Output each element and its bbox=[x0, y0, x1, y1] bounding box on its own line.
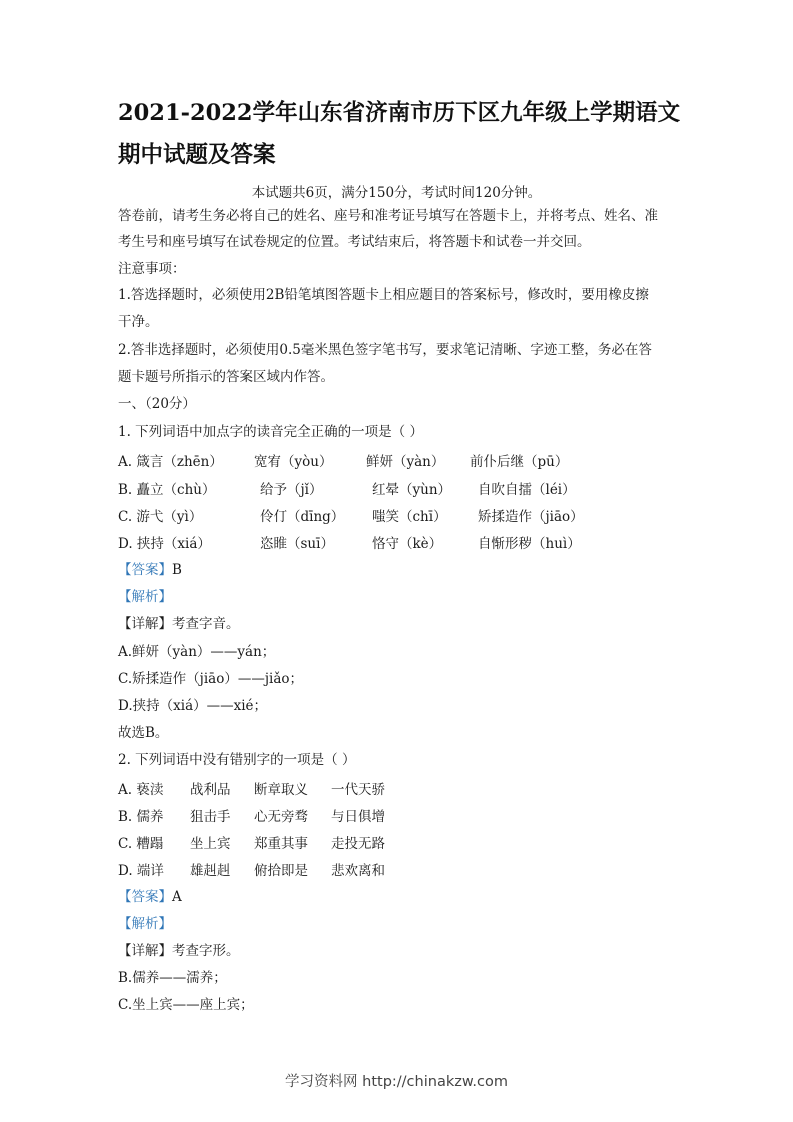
answer-value: A bbox=[172, 889, 182, 905]
q1-option-d-2: 恣睢（suī） bbox=[260, 536, 334, 552]
q1-explanation-1: A.鲜妍（yàn）——yán； bbox=[118, 644, 276, 660]
q2-option-b-1: B. 儒养 bbox=[118, 809, 164, 825]
q1-option-a-3: 鲜妍（yàn） bbox=[366, 454, 445, 470]
instruction-line-1: 答卷前，请考生务必将自己的姓名、座号和准考证号填写在答题卡上，并将考点、姓名、准 bbox=[118, 208, 658, 224]
answer-value: B bbox=[172, 562, 182, 578]
q1-explanation-2: C.矫揉造作（jiāo）——jiǎo； bbox=[118, 671, 303, 687]
q2-option-b-2: 狙击手 bbox=[190, 809, 231, 825]
question-1-stem: 1. 下列词语中加点字的读音完全正确的一项是（ ） bbox=[118, 424, 423, 440]
q1-option-a-4: 前仆后继（pū） bbox=[470, 454, 569, 470]
q1-analysis-label: 【解析】 bbox=[118, 589, 172, 605]
q2-analysis-label: 【解析】 bbox=[118, 916, 172, 932]
q1-option-b-4: 自吹自擂（léi） bbox=[478, 482, 576, 498]
q2-option-c-1: C. 糟蹋 bbox=[118, 836, 164, 852]
q2-option-b-4: 与日俱增 bbox=[331, 809, 385, 825]
q1-option-d-3: 恪守（kè） bbox=[372, 536, 443, 552]
notes-title: 注意事项： bbox=[118, 261, 186, 277]
note-1-line-1: 1.答选择题时，必须使用2B铅笔填图答题卡上相应题目的答案标号，修改时，要用橡皮擦 bbox=[118, 287, 649, 303]
footer-watermark: 学习资料网 http://chinakzw.com bbox=[285, 1074, 508, 1090]
q1-option-b-2: 给予（jǐ） bbox=[260, 482, 323, 498]
note-2-line-2: 题卡题号所指示的答案区域内作答。 bbox=[118, 369, 334, 385]
q1-conclusion: 故选B。 bbox=[118, 725, 169, 741]
q1-option-b-3: 红晕（yùn） bbox=[372, 482, 452, 498]
q1-option-b-1: B. 矗立（chù） bbox=[118, 482, 216, 498]
q2-option-c-3: 郑重其事 bbox=[254, 836, 308, 852]
document-title: 2021-2022学年山东省济南市历下区九年级上学期语文期中试题及答案 bbox=[118, 100, 681, 168]
note-2-line-1: 2.答非选择题时，必须使用0.5毫米黑色签字笔书写，要求笔记清晰、字迹工整，务必在答 bbox=[118, 342, 652, 358]
question-2-stem: 2. 下列词语中没有错别字的一项是（ ） bbox=[118, 752, 356, 768]
instruction-line-2: 考生号和座号填写在试卷规定的位置。考试结束后，将答题卡和试卷一并交回。 bbox=[118, 234, 591, 250]
q2-option-d-3: 俯拾即是 bbox=[254, 863, 308, 879]
q2-option-a-3: 断章取义 bbox=[254, 782, 308, 798]
q2-option-d-4: 悲欢离和 bbox=[331, 863, 385, 879]
q1-explanation-3: D.挟持（xiá）——xié； bbox=[118, 698, 268, 714]
q2-option-c-4: 走投无路 bbox=[331, 836, 385, 852]
q2-detail: 【详解】考查字形。 bbox=[118, 943, 240, 959]
q1-detail: 【详解】考查字音。 bbox=[118, 616, 240, 632]
q2-answer bbox=[118, 887, 182, 907]
q2-option-a-4: 一代天骄 bbox=[331, 782, 385, 798]
q2-option-a-2: 战利品 bbox=[190, 782, 231, 798]
q1-option-d-4: 自惭形秽（huì） bbox=[478, 536, 581, 552]
q1-option-a-1: A. 箴言（zhēn） bbox=[118, 454, 223, 470]
q1-option-d-1: D. 挟持（xiá） bbox=[118, 536, 211, 552]
q2-option-d-2: 雄赳赳 bbox=[190, 863, 231, 879]
q1-option-c-2: 伶仃（dīng） bbox=[260, 509, 345, 525]
q1-option-a-2: 宽宥（yòu） bbox=[254, 454, 333, 470]
section-heading: 一、（20分） bbox=[118, 396, 196, 412]
intro-line: 本试题共6页，满分150分，考试时间120分钟。 bbox=[251, 185, 542, 201]
note-1-line-2: 干净。 bbox=[118, 314, 159, 330]
q2-explanation-1: B.儒养——濡养； bbox=[118, 970, 227, 986]
q1-option-c-3: 嗤笑（chī） bbox=[372, 509, 447, 525]
q2-explanation-2: C.坐上宾——座上宾； bbox=[118, 997, 254, 1013]
q2-option-c-2: 坐上宾 bbox=[190, 836, 231, 852]
q2-option-d-1: D. 端详 bbox=[118, 863, 164, 879]
q2-option-b-3: 心无旁骛 bbox=[254, 809, 308, 825]
q1-option-c-4: 矫揉造作（jiāo） bbox=[478, 509, 584, 525]
answer-label: 【答案】 bbox=[118, 889, 172, 905]
q2-option-a-1: A. 亵渎 bbox=[118, 782, 164, 798]
answer-label: 【答案】 bbox=[118, 562, 172, 578]
q1-answer bbox=[118, 560, 182, 580]
q1-option-c-1: C. 游弋（yì） bbox=[118, 509, 203, 525]
